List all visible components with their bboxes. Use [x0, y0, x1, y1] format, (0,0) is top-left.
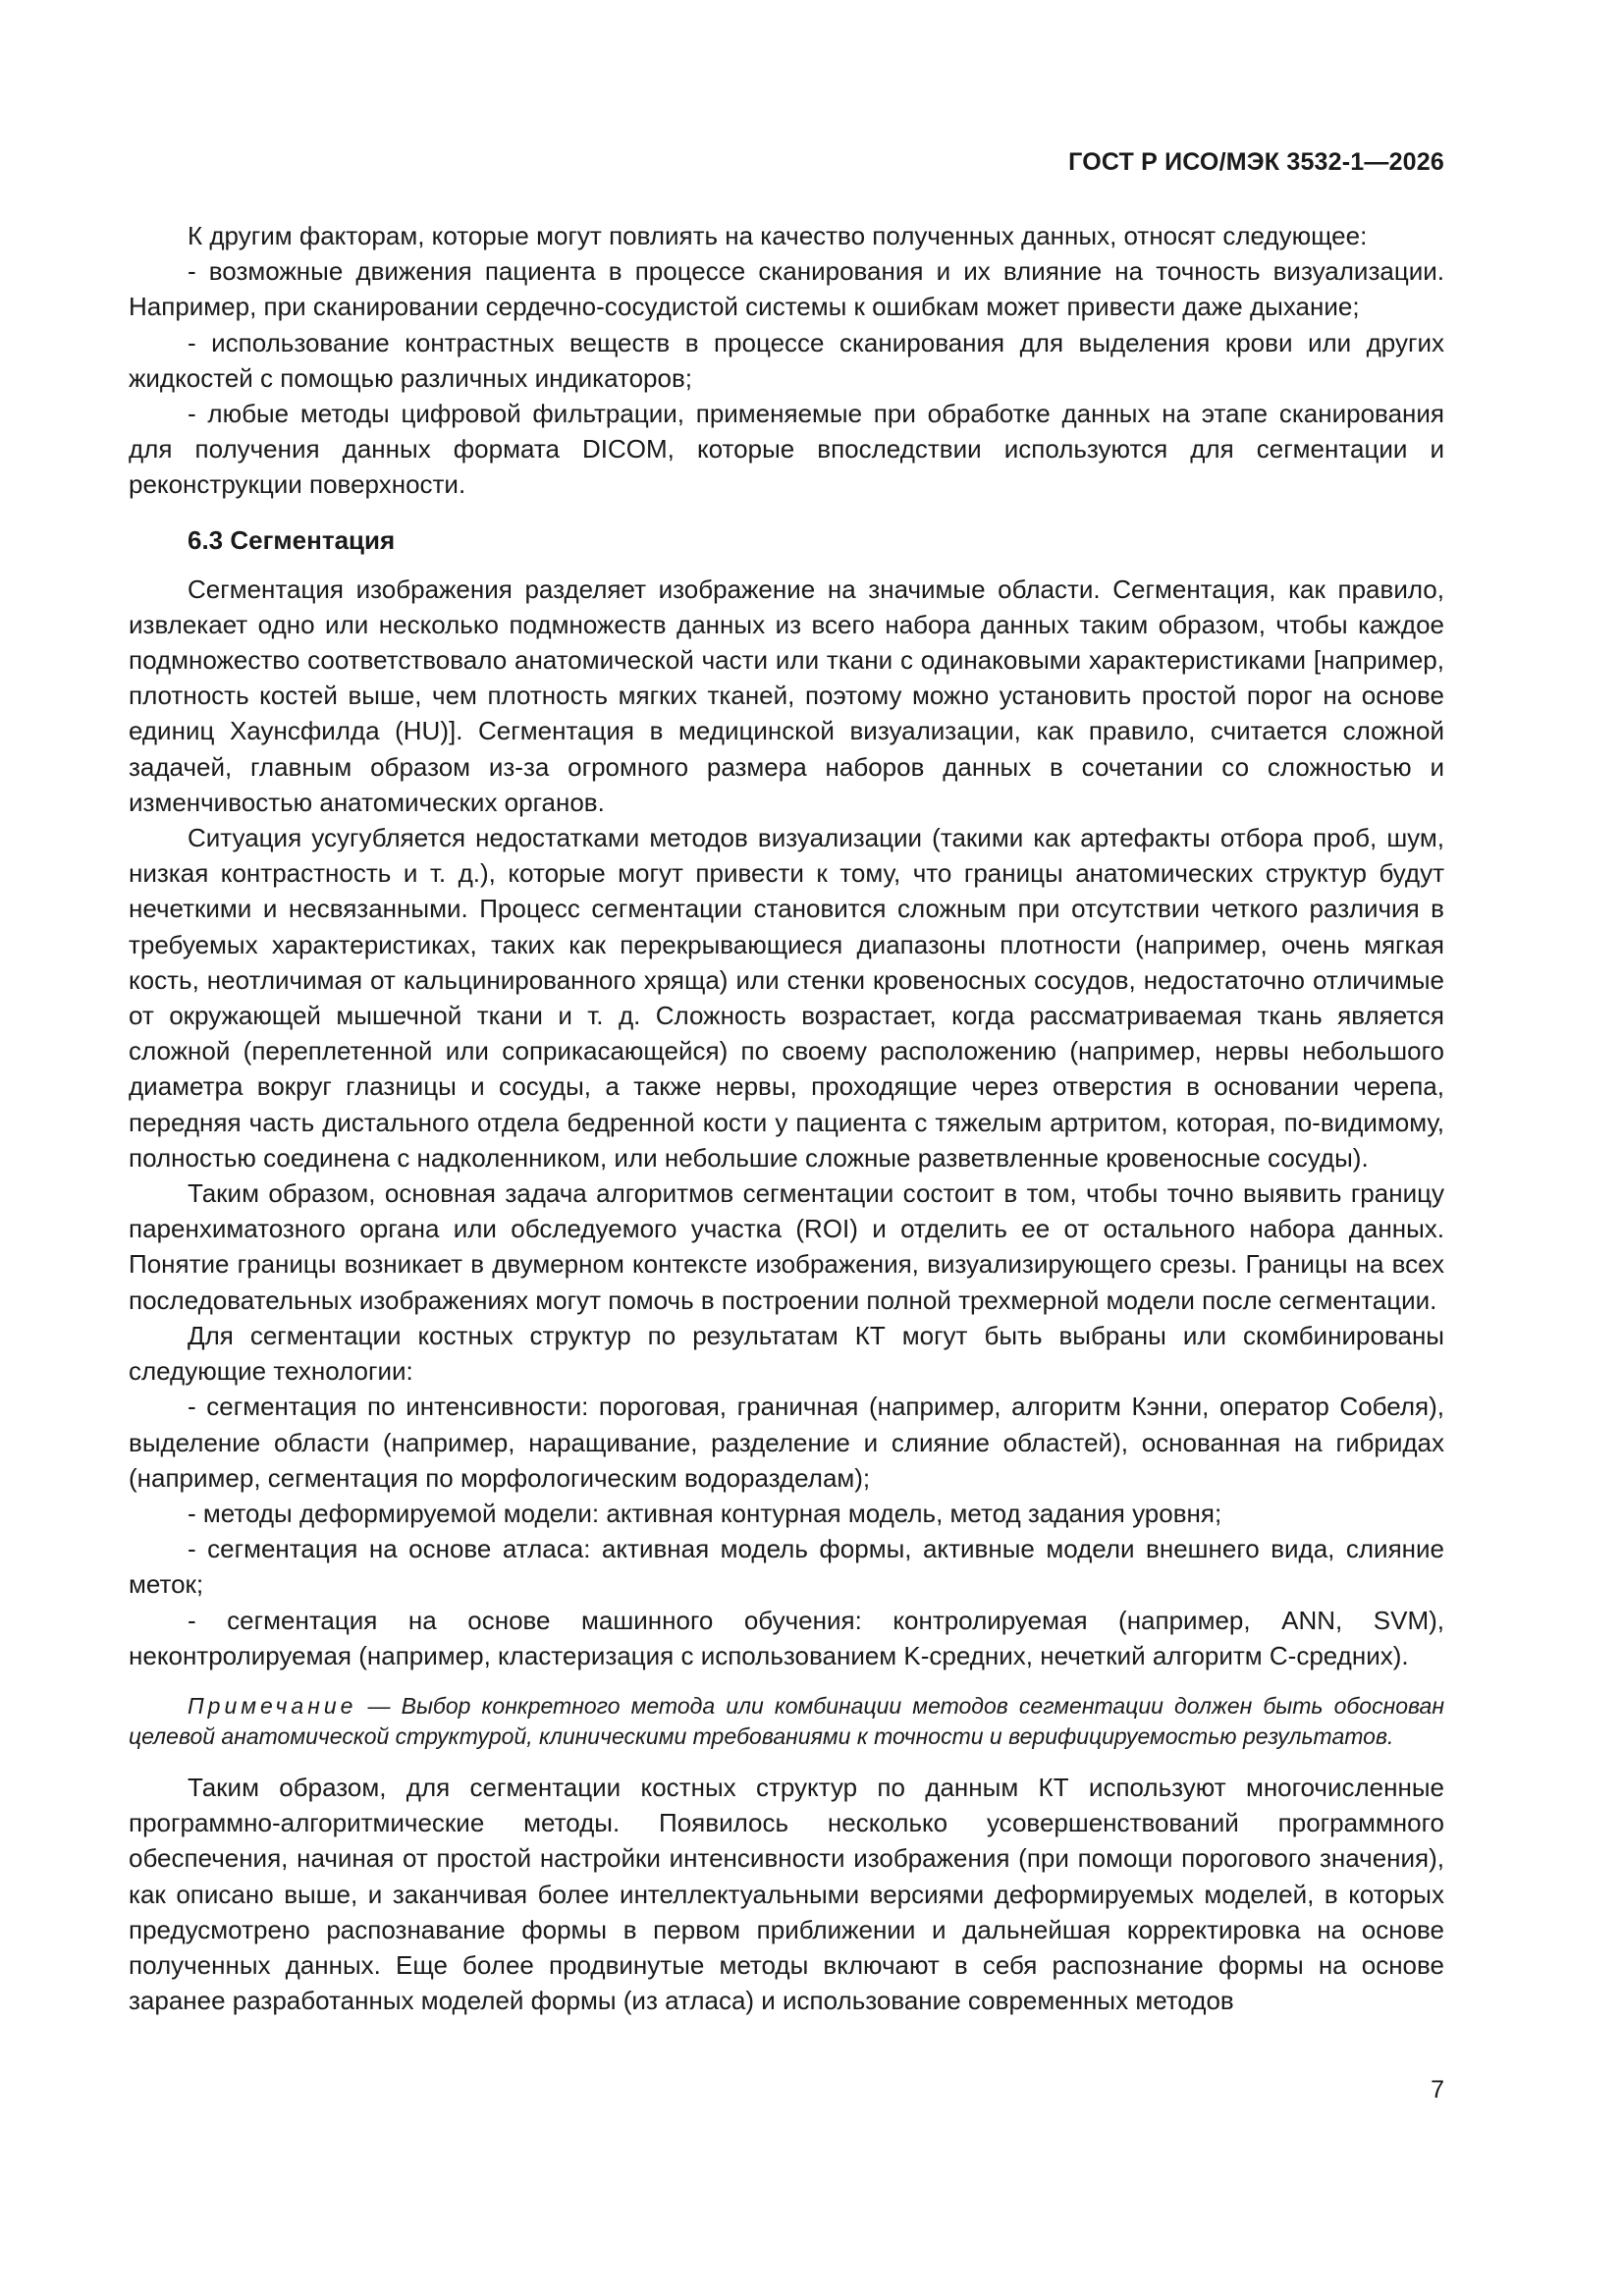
standard-header: ГОСТ Р ИСО/МЭК 3532-1—2026 — [1068, 148, 1444, 176]
intro-item: - использование контрастных веществ в процессе сканирования для выделения крови или других жидкостей с помощью различных индикаторов; — [129, 327, 1444, 393]
page-number: 7 — [1431, 2076, 1444, 2104]
note-text: — Выбор конкретного метода или комбинации методов сегментации должен быть обоснован целевой анатомической структурой, клиническими требованиями к точности и верифицируемостью результатов. — [129, 1692, 1444, 1749]
paragraph: Таким образом, основная задача алгоритмов сегментации состоит в том, чтобы точно выявить границу паренхиматозного органа или обследуемого участка (ROI) и отделить ее от остального набора данных. Понятие границы возникает в двумерном контексте изображения, визуализирующего срезы. Границы на всех последовательных изображениях могут помочь в построении полной трехмерной модели после сегментации. — [129, 1178, 1444, 1315]
tech-item: - сегментация на основе машинного обучения: контролируемая (например, ANN, SVM), неконтролируемая (например, кластеризация с использованием K-средних, нечеткий алгоритм C-средних). — [129, 1605, 1444, 1670]
intro-lead: К другим факторам, которые могут повлиять на качество полученных данных, относят следующее: — [188, 221, 1368, 250]
tech-item: - сегментация по интенсивности: пороговая, граничная (например, алгоритм Кэнни, оператор Собеля), выделение области (например, наращивание, разделение и слияние областей), основанная на гибридах (например, сегментация по морфологическим водоразделам); — [129, 1392, 1444, 1493]
document-page — [129, 0, 1444, 2296]
paragraph: Ситуация усугубляется недостатками методов визуализации (такими как артефакты отбора проб, шум, низкая контрастность и т. д.), которые могут привести к тому, что границы анатомических структур будут нечеткими и несвязанными. Процесс сегментации становится сложным при отсутствии четкого различия в требуемых характеристиках, таких как перекрывающиеся диапазоны плотности (например, очень мягкая кость, неотличимая от кальцинированного хряща) или стенки кровеносных сосудов, недостаточно отличимые от окружающей мышечной ткани и т. д. Сложность возрастает, когда рассматриваемая ткань является сложной (переплетенной или соприкасающейся) по своему расположению (например, нервы небольшого диаметра вокруг глазницы и сосуды, а также нервы, проходящие через отверстия в основании черепа, передняя часть дистального отдела бедренной кости у пациента с тяжелым артритом, которая, по-видимому, полностью соединена с надколенником, или небольшие сложные разветвленные кровеносные сосуды). — [129, 823, 1444, 1173]
tech-item: - методы деформируемой модели: активная контурная модель, метод задания уровня; — [188, 1498, 1222, 1528]
document-body — [129, 218, 1444, 2018]
paragraph: Таким образом, для сегментации костных структур по данным КТ используют многочисленные программно-алгоритмические методы. Появилось несколько усовершенствований программного обеспечения, начиная от простой настройки интенсивности изображения (при помощи порогового значения), как описано выше, и заканчивая более интеллектуальными версиями деформируемых моделей, в которых предусмотрено распознавание формы в первом приближении и дальнейшая корректировка на основе полученных данных. Еще более продвинутые методы включают в себя распознание формы на основе заранее разработанных моделей формы (из атласа) и использование современных методов — [129, 1772, 1444, 2016]
intro-item: - возможные движения пациента в процессе сканирования и их влияние на точность визуализации. Например, при сканировании сердечно-сосудистой системы к ошибкам может привести даже дыхание; — [129, 256, 1444, 322]
section-heading: 6.3 Сегментация — [188, 524, 396, 555]
intro-item: - любые методы цифровой фильтрации, применяемые при обработке данных на этапе сканирования для получения данных формата DICOM, которые впоследствии используются для сегментации и реконструкции поверхности. — [129, 399, 1444, 500]
note-label: Примечание — [188, 1692, 357, 1719]
paragraph: Сегментация изображения разделяет изображение на значимые области. Сегментация, как правило, извлекает одно или несколько подмножеств данных из всего набора данных таким образом, чтобы каждое подмножество соответствовало анатомической части или ткани с одинаковыми характеристиками [например, плотность костей выше, чем плотность мягких тканей, поэтому можно установить простой порог на основе единиц Хаунсфилда (HU)]. Сегментация в медицинской визуализации, как правило, считается сложной задачей, главным образом из-за огромного размера наборов данных в сочетании со сложностью и изменчивостью анатомических органов. — [129, 574, 1444, 817]
note — [129, 1691, 1444, 1752]
tech-item: - сегментация на основе атласа: активная модель формы, активные модели внешнего вида, слияние меток; — [129, 1534, 1444, 1600]
paragraph: Для сегментации костных структур по результатам КТ могут быть выбраны или скомбинированы следующие технологии: — [129, 1320, 1444, 1387]
